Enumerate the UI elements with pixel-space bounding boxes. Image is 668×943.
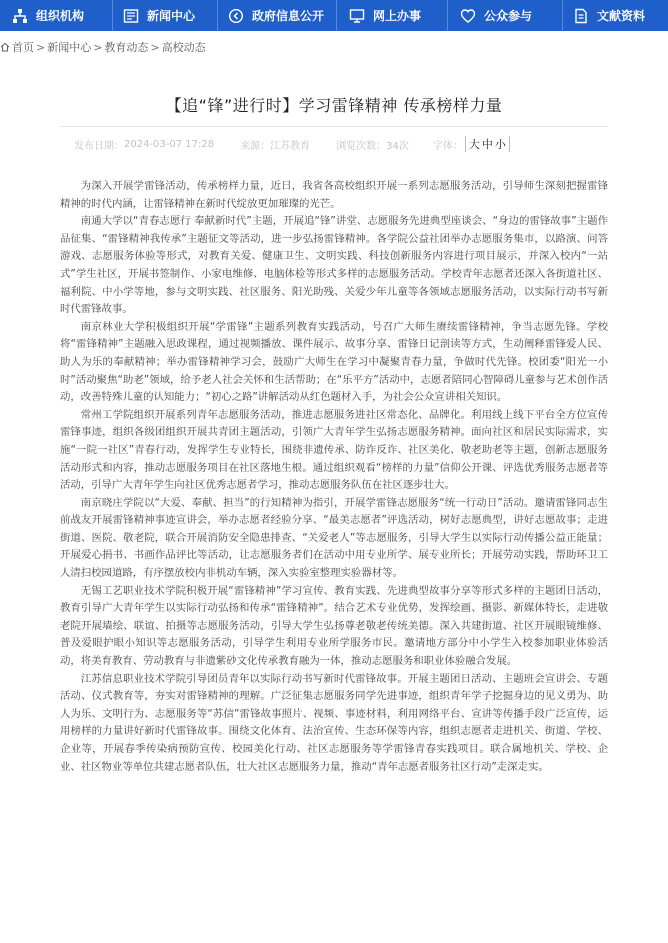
online-service-icon [349, 8, 365, 24]
breadcrumb-separator: > [36, 40, 46, 54]
source-value: 江苏教育 [270, 140, 311, 152]
top-navigation-bar [0, 0, 668, 31]
breadcrumb [0, 38, 206, 56]
date-label: 发布日期： [74, 140, 124, 152]
article-paragraph: 无锡工艺职业技术学院积极开展“雷锋精神”学习宣传、教育实践、先进典型故事分享等形式多样的主题团日活动，教育引导广大青年学生以实际行动弘扬和传承“雷锋精神”。结合艺术专业优势，发挥绘画、摄影、新媒体特长，走进敬老院开展墙绘、联谊、拍摄等志愿服务活动，引导大学生弘扬尊老敬老传统美德。深入共建街道、社区开展眼镜维修、普及爱眼护眼小知识等志愿服务活动，引导学生利用专业所学服务市民。邀请地方部分中小学生入校参加职业体验活动，将美育教育、劳动教育与非遗紫砂文化传承教育融为一体，推动志愿服务和职业体验融合发展。 [60, 584, 608, 668]
breadcrumb-separator: > [93, 40, 103, 54]
article-paragraph: 江苏信息职业技术学院引导团员青年以实际行动书写新时代雷锋故事。开展主题团日活动、主题班会宣讲会、专题活动、仪式教育等，夯实对雷锋精神的理解。广泛征集志愿服务同学先进事迹，组织青年学子挖掘身边的见义勇为、助人为乐、文明行为、志愿服务等“苏信”雷锋故事照片、视频、事迹材料，利用网络平台、宣讲等传播手段广泛宣传，运用榜样的力量讲好新时代雷锋故事。围绕文化体育、法治宣传、生态环保等内容，组织志愿者走进机关、街道、学校、企业等，开展春季传染病预防宣传、校园美化行动、社区志愿服务等学雷锋青春实践项目。联合属地机关、学校、企业、社区物业等单位共建志愿者队伍，壮大社区志愿服务力量，推动“青年志愿者服务社区行动”走深走实。 [60, 672, 608, 773]
article-meta [74, 137, 514, 151]
heart-icon [460, 8, 476, 24]
org-icon [12, 8, 28, 24]
nav-label-org: 组织机构 [36, 9, 85, 23]
nav-item-info-open[interactable] [218, 0, 336, 31]
nav-label-online-service: 网上办事 [373, 9, 422, 23]
document-icon [573, 8, 589, 24]
font-size-switcher [465, 136, 510, 152]
title-divider [60, 126, 608, 127]
font-size-large[interactable]: 大 [468, 138, 480, 151]
home-icon [0, 42, 10, 52]
nav-item-public-participation[interactable] [448, 0, 562, 31]
nav-item-documents[interactable] [563, 0, 665, 31]
article-body [60, 178, 608, 776]
nav-label-public-participation: 公众参与 [484, 9, 533, 23]
nav-item-org[interactable] [0, 0, 112, 31]
views-count: 34次 [386, 140, 409, 152]
breadcrumb-news-center[interactable]: 新闻中心 [47, 41, 92, 54]
nav-item-online-service[interactable] [337, 0, 447, 31]
article-paragraph: 常州工学院组织开展系列青年志愿服务活动，推进志愿服务进社区常态化、品牌化。利用线上线下平台全方位宣传雷锋事迹，组织各级团组织开展共青团主题活动，引领广大青年学生弘扬志愿服务精神。面向社区和居民实际需求，实施“一院一社区”青春行动，发挥学生专业特长，围绕非遗传承、防诈反诈、社区美化、敬老助老等主题，创新志愿服务活动形式和内容，推动志愿服务项目在社区落地生根。通过组织观看“榜样的力量”信仰公开课、评选优秀服务志愿者等活动，引导广大青年学生向社区优秀志愿者学习，推动志愿服务队伍在社区逐步壮大。 [60, 408, 608, 492]
nav-label-news: 新闻中心 [147, 9, 196, 23]
nav-label-documents: 文献资料 [597, 9, 646, 23]
article-paragraph: 南通大学以“青春志愿行 奉献新时代”主题，开展追“锋”讲堂、志愿服务先进典型座谈会、“身边的雷锋故事”主题作品征集、“雷锋精神我传承”主题征文等活动，进一步弘扬雷锋精神。各学院公益社团举办志愿服务集市，以路演、问答游戏、志愿服务体验等形式，对教育关爱、健康卫生、文明实践、科技创新服务内容进行项目展示，并深入校内“一站式”学生社区，开展书签制作、小家电维修、电脑体检等形式多样的志愿服务活动。学校青年志愿者还深入各街道社区、福利院、中小学等地，参与文明实践、社区服务、阳光助残、关爱少年儿童等各领域志愿服务活动，以实际行动书写新时代雷锋故事。 [60, 215, 608, 316]
breadcrumb-education-news[interactable]: 教育动态 [104, 41, 149, 54]
views-label: 浏览次数： [336, 140, 387, 152]
article-paragraph: 为深入开展学雷锋活动，传承榜样力量，近日，我省各高校组织开展一系列志愿服务活动，引导师生深刻把握雷锋精神的时代内涵，让雷锋精神在新时代绽放更加璀璨的光芒。 [60, 180, 608, 210]
breadcrumb-separator: > [150, 40, 160, 54]
breadcrumb-university-news[interactable]: 高校动态 [161, 41, 206, 54]
article-title: 【追“锋”进行时】学习雷锋精神 传承榜样力量 [165, 96, 503, 115]
breadcrumb-home[interactable]: 首页 [12, 41, 34, 54]
font-size-small[interactable]: 小 [494, 138, 506, 151]
font-size-label: 字体： [432, 140, 463, 152]
article-paragraph: 南京晓庄学院以“大爱、奉献、担当”的行知精神为指引，开展学雷锋志愿服务“统一行动日”活动。邀请雷锋同志生前战友开展雷锋精神事迹宣讲会，举办志愿者经验分享、“最美志愿者”评选活动，树好志愿典型，讲好志愿故事；走进街道、医院、敬老院，联合开展消防安全隐患排查、“关爱老人”等志愿服务，引导大学生以实际行动传播公益正能量；开展爱心捐书、书画作品评比等活动，让志愿服务者们在活动中用专业所学、展专业所长；开展劳动实践，帮助环卫工人清扫校园道路，有序摆放校内非机动车辆，深入实验室整理实验器材等。 [60, 496, 608, 580]
article-paragraph: 南京林业大学积极组织开展“学雷锋”主题系列教育实践活动，号召广大师生赓续雷锋精神，争当志愿先锋。学校将“雷锋精神”主题融入思政课程，通过视频播放、课件展示、故事分享、雷锋日记剖读等方式，生动阐释雷锋爱人民、助人为乐的奉献精神；举办雷锋精神学习会，鼓励广大师生在学习中凝聚青春力量，争做时代先锋。校团委“阳光一小时”活动聚焦“助老”领域，给予老人社会关怀和生活帮助；在“乐平方”活动中，志愿者陪同心智障碍儿童参与艺术创作活动，改善特殊儿童的认知能力；“初心之路”讲解活动从红色题材入手，为社会公众宣讲相关知识。 [60, 320, 608, 404]
source-label: 来源： [240, 140, 271, 152]
info-open-icon [228, 8, 244, 24]
news-icon [123, 8, 139, 24]
publish-date: 2024-03-07 17:28 [124, 138, 215, 150]
nav-label-info-open: 政府信息公开 [252, 9, 325, 23]
font-size-medium[interactable]: 中 [481, 138, 493, 151]
nav-item-news[interactable] [113, 0, 217, 31]
